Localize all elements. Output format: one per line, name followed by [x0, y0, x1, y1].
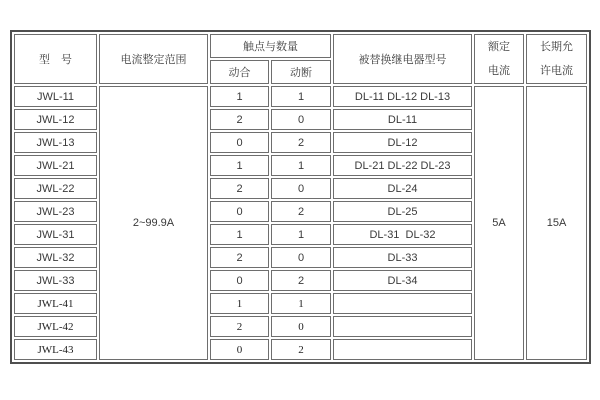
- replaced-relay-model-cell: DL-21 DL-22 DL-23: [333, 155, 472, 176]
- header-rated-current-line2: 电流: [488, 65, 510, 77]
- replaced-relay-model-cell: DL-34: [333, 270, 472, 291]
- header-current-setting-range: 电流整定范围: [99, 34, 208, 84]
- header-replaced-relay-model: 被替换继电器型号: [333, 34, 472, 84]
- normally-closed-count-cell: 0: [271, 178, 331, 199]
- normally-closed-count-cell: 0: [271, 109, 331, 130]
- replaced-relay-model-cell: DL-11 DL-12 DL-13: [333, 86, 472, 107]
- relay-spec-table: [10, 30, 591, 364]
- normally-closed-count-cell: 0: [271, 247, 331, 268]
- normally-open-count-cell: 0: [210, 270, 269, 291]
- header-normally-closed: 动断: [271, 60, 331, 84]
- normally-closed-count-cell: 1: [271, 224, 331, 245]
- replaced-relay-model-cell: [333, 316, 472, 337]
- header-normally-open: 动合: [210, 60, 269, 84]
- table-body: [14, 86, 587, 360]
- model-cell: JWL-33: [14, 270, 97, 291]
- replaced-relay-model-cell: DL-11: [333, 109, 472, 130]
- table-row: [14, 86, 587, 107]
- replaced-relay-model-cell: [333, 339, 472, 360]
- normally-open-count-cell: 1: [210, 293, 269, 314]
- model-cell: JWL-32: [14, 247, 97, 268]
- model-cell: JWL-42: [14, 316, 97, 337]
- header-long-term-current: [526, 34, 587, 84]
- replaced-relay-model-cell: [333, 293, 472, 314]
- spec-table-container: [10, 30, 591, 364]
- header-contacts-group: 触点与数量: [210, 34, 331, 58]
- normally-open-count-cell: 1: [210, 86, 269, 107]
- normally-closed-count-cell: 2: [271, 132, 331, 153]
- normally-closed-count-cell: 2: [271, 270, 331, 291]
- model-cell: JWL-41: [14, 293, 97, 314]
- long-term-current-cell: 15A: [526, 86, 587, 360]
- normally-open-count-cell: 0: [210, 339, 269, 360]
- normally-open-count-cell: 1: [210, 224, 269, 245]
- model-cell: JWL-21: [14, 155, 97, 176]
- model-cell: JWL-22: [14, 178, 97, 199]
- model-cell: JWL-23: [14, 201, 97, 222]
- header-long-term-current-line2: 许电流: [540, 65, 573, 77]
- model-cell: JWL-12: [14, 109, 97, 130]
- header-long-term-current-line1: 长期允: [540, 41, 573, 53]
- normally-open-count-cell: 2: [210, 178, 269, 199]
- normally-open-count-cell: 0: [210, 132, 269, 153]
- model-cell: JWL-31: [14, 224, 97, 245]
- current-setting-range-cell: 2~99.9A: [99, 86, 208, 360]
- header-rated-current-line1: 额定: [488, 41, 510, 53]
- normally-closed-count-cell: 1: [271, 293, 331, 314]
- normally-open-count-cell: 1: [210, 155, 269, 176]
- model-cell: JWL-11: [14, 86, 97, 107]
- normally-closed-count-cell: 2: [271, 339, 331, 360]
- normally-open-count-cell: 2: [210, 247, 269, 268]
- replaced-relay-model-cell: DL-33: [333, 247, 472, 268]
- header-rated-current: [474, 34, 524, 84]
- model-cell: JWL-43: [14, 339, 97, 360]
- normally-open-count-cell: 2: [210, 316, 269, 337]
- table-header: [14, 34, 587, 84]
- model-cell: JWL-13: [14, 132, 97, 153]
- normally-closed-count-cell: 1: [271, 86, 331, 107]
- normally-closed-count-cell: 0: [271, 316, 331, 337]
- header-model: 型 号: [14, 34, 97, 84]
- header-row-1: [14, 34, 587, 58]
- rated-current-cell: 5A: [474, 86, 524, 360]
- normally-open-count-cell: 0: [210, 201, 269, 222]
- replaced-relay-model-cell: DL-25: [333, 201, 472, 222]
- normally-closed-count-cell: 2: [271, 201, 331, 222]
- normally-closed-count-cell: 1: [271, 155, 331, 176]
- replaced-relay-model-cell: DL-24: [333, 178, 472, 199]
- normally-open-count-cell: 2: [210, 109, 269, 130]
- replaced-relay-model-cell: DL-12: [333, 132, 472, 153]
- replaced-relay-model-cell: DL-31 DL-32: [333, 224, 472, 245]
